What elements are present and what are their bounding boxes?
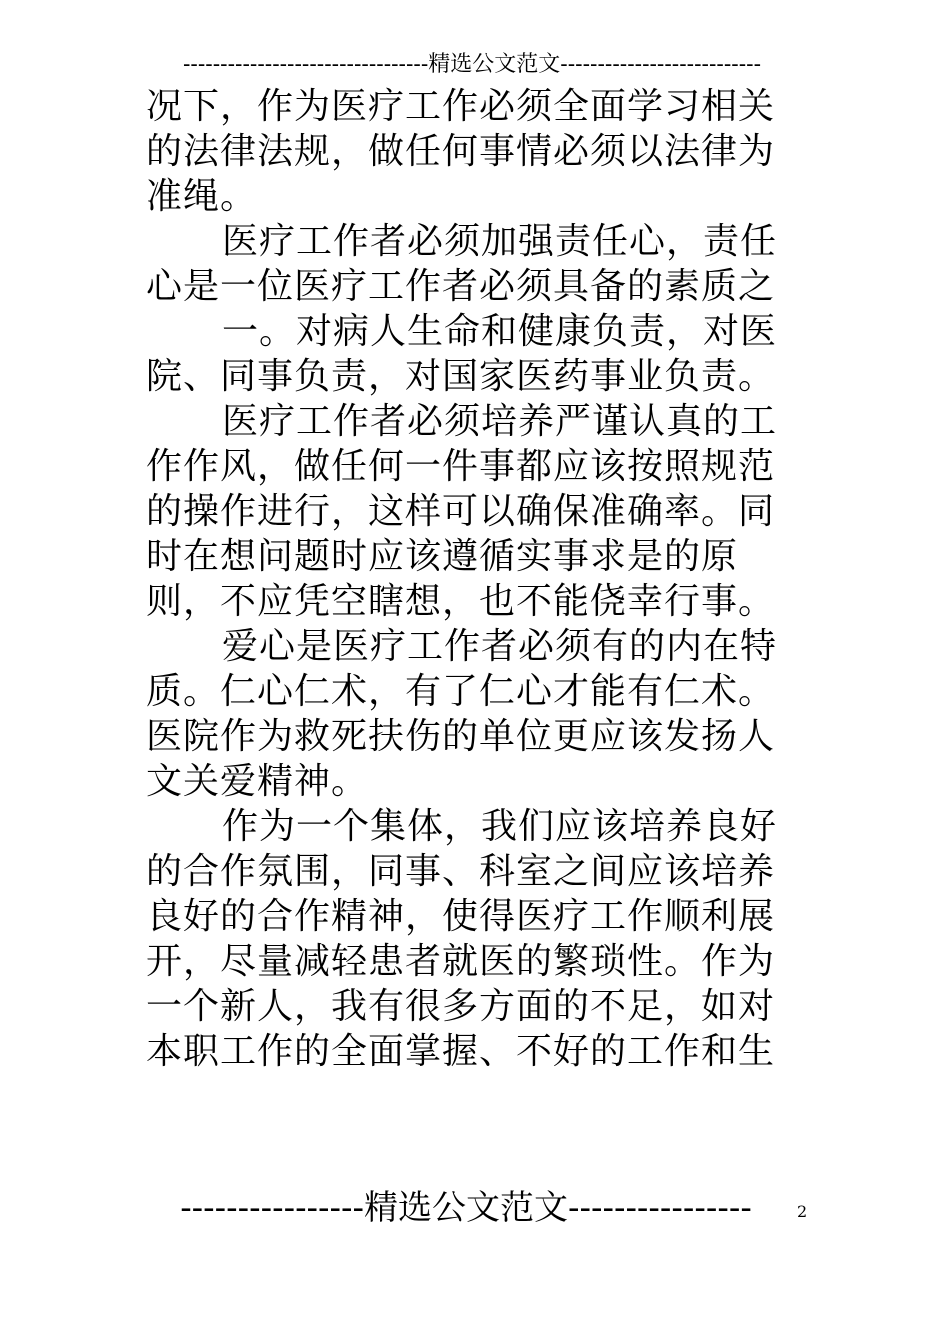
body-line-11: 时在想问题时应该遵循实事求是的原 [146,536,739,577]
page-header: ---------------------------------精选公文范文--------------------------- [182,52,762,77]
body-line-2: 的法律法规，做任何事情必须以法律为 [146,131,776,172]
body-line-19: 良好的合作精神，使得医疗工作顺利展 [146,896,776,937]
body-line-21: 一个新人，我有很多方面的不足，如对 [146,986,776,1027]
body-line-7: 院、同事负责，对国家医药事业负责。 [146,356,776,397]
body-line-12: 则，不应凭空瞎想，也不能侥幸行事。 [146,581,776,622]
body-line-1: 况下，作为医疗工作必须全面学习相关 [146,86,776,127]
body-line-10: 的操作进行，这样可以确保准确率。同 [146,491,776,532]
body-line-3: 准绳。 [146,176,258,217]
body-line-4: 医疗工作者必须加强责任心，责任 [222,221,778,262]
body-line-9: 作作风，做任何一件事都应该按照规范 [146,446,776,487]
body-line-6: 一。对病人生命和健康负责，对医 [222,311,778,352]
body-line-15: 医院作为救死扶伤的单位更应该发扬人 [146,716,776,757]
page-footer: ----------------精选公文范文---------------- [180,1188,752,1228]
page-number: 2 [797,1202,808,1221]
body-line-20: 开，尽量减轻患者就医的繁琐性。作为 [146,941,776,982]
body-line-8: 医疗工作者必须培养严谨认真的工 [222,401,778,442]
body-line-13: 爱心是医疗工作者必须有的内在特 [222,626,778,667]
body-line-16: 文关爱精神。 [146,761,369,802]
body-line-22: 本职工作的全面掌握、不好的工作和生 [146,1031,776,1072]
document-body [146,84,806,1074]
body-line-14: 质。仁心仁术，有了仁心才能有仁术。 [146,671,776,712]
body-line-18: 的合作氛围，同事、科室之间应该培养 [146,851,776,892]
body-line-5: 心是一位医疗工作者必须具备的素质之 [146,266,776,307]
body-line-17: 作为一个集体，我们应该培养良好 [222,806,778,847]
